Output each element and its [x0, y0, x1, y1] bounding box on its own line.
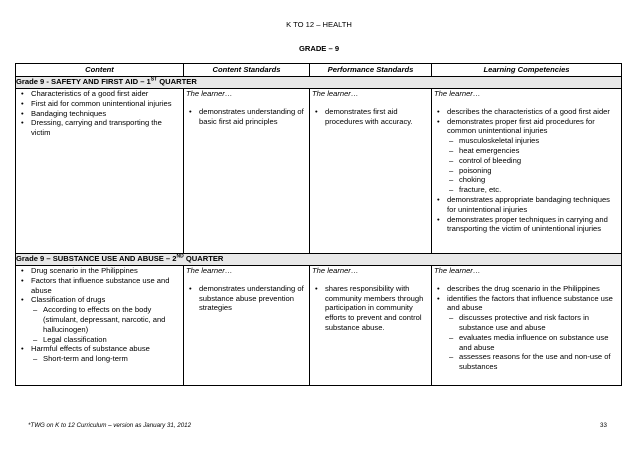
list-item: • demonstrates proper first aid procedures for common unintentional injuries	[432, 117, 621, 137]
sub-list-item: – choking	[432, 175, 621, 185]
performance-standards-cell: The learner… • demonstrates first aid procedures with accuracy.	[310, 89, 432, 254]
col-header-performance-standards: Performance Standards	[310, 64, 432, 77]
list-item: • describes the characteristics of a good first aider	[432, 107, 621, 117]
quarter-title-row	[16, 77, 622, 89]
content-cell	[16, 89, 184, 254]
list-item: • demonstrates appropriate bandaging techniques for unintentional injuries	[432, 195, 621, 215]
quarter-body-row	[16, 266, 622, 386]
column-header-row	[16, 64, 622, 77]
col-header-content-standards: Content Standards	[184, 64, 310, 77]
list-item: • Factors that influence substance use and abuse	[16, 276, 183, 296]
footer-note: *TWG on K to 12 Curriculum – version as January 31, 2012	[28, 422, 192, 429]
list-item: • Harmful effects of substance abuse	[16, 344, 183, 354]
content-cell	[16, 266, 184, 386]
list-item: • Drug scenario in the Philippines	[16, 266, 183, 276]
content-standards-cell: The learner… • demonstrates understanding of basic first aid principles	[184, 89, 310, 254]
grade-heading: GRADE – 9	[298, 44, 340, 53]
list-item: • Characteristics of a good first aider	[16, 89, 183, 99]
learning-competencies-cell: The learner… • describes the characteristics of a good first aider • demonstrates proper first aid procedures for common unintentional injuries – musculoskeletal injuries – heat emergencies – control of bleeding – poisoning – choking – fracture, etc. • demonstrates appropriate bandaging techniques for unintentional injuries • demonstrates proper techniques in carrying and transporting the victim of unintentional injuries	[432, 89, 622, 254]
sub-list-item: – fracture, etc.	[432, 185, 621, 195]
sub-list-item: – assesses reasons for the use and non-use of substances	[432, 352, 621, 372]
list-item: • demonstrates understanding of basic first aid principles	[184, 107, 309, 127]
list-item: • Bandaging techniques	[16, 109, 183, 119]
quarter-title-row	[16, 254, 622, 266]
sub-list-item: – control of bleeding	[432, 156, 621, 166]
list-item: • demonstrates proper techniques in carrying and transporting the victim of unintentional injuries	[432, 215, 621, 235]
list-item: • Dressing, carrying and transporting the victim	[16, 118, 183, 138]
list-item: • demonstrates understanding of substance abuse prevention strategies	[184, 284, 309, 313]
sub-list-item: – discusses protective and risk factors in substance use and abuse	[432, 313, 621, 333]
list-item: • describes the drug scenario in the Philippines	[432, 284, 621, 294]
content-standards-cell: The learner… • demonstrates understanding of substance abuse prevention strategies	[184, 266, 310, 386]
list-item: • Classification of drugs	[16, 295, 183, 305]
list-item: • shares responsibility with community members through participation in community efforts to prevent and control substance abuse.	[310, 284, 431, 333]
list-item: • First aid for common unintentional injuries	[16, 99, 183, 109]
sub-list-item: – musculoskeletal injuries	[432, 136, 621, 146]
performance-standards-cell: The learner… • shares responsibility with community members through participation in community efforts to prevent and control substance abuse.	[310, 266, 432, 386]
quarter-body-row	[16, 89, 622, 254]
sub-list-item: – evaluates media influence on substance use and abuse	[432, 333, 621, 353]
col-header-content: Content	[16, 64, 184, 77]
quarter-title: Grade 9 – SUBSTANCE USE AND ABUSE – 2ND QUARTER	[16, 254, 622, 266]
learning-competencies-cell: The learner… • describes the drug scenario in the Philippines • identifies the factors that influence substance use and abuse – discusses protective and risk factors in substance use and abuse – evaluates media influence on substance use and abuse – assesses reasons for the use and non-use of substances	[432, 266, 622, 386]
sub-list-item: – Legal classification	[16, 335, 183, 345]
sub-list-item: – According to effects on the body (stimulant, depressant, narcotic, and hallucinogen)	[16, 305, 183, 334]
curriculum-guide-table	[15, 63, 622, 386]
quarter-title: Grade 9 - SAFETY AND FIRST AID – 1ST QUARTER	[16, 77, 622, 89]
sub-list-item: – poisoning	[432, 166, 621, 176]
page-number: 33	[600, 422, 607, 429]
sub-list-item: – Short-term and long-term	[16, 354, 183, 364]
col-header-learning-competencies: Learning Competencies	[432, 64, 622, 77]
list-item: • identifies the factors that influence substance use and abuse	[432, 294, 621, 314]
list-item: • demonstrates first aid procedures with accuracy.	[310, 107, 431, 127]
document-header-title: K TO 12 – HEALTH	[286, 20, 352, 29]
sub-list-item: – heat emergencies	[432, 146, 621, 156]
